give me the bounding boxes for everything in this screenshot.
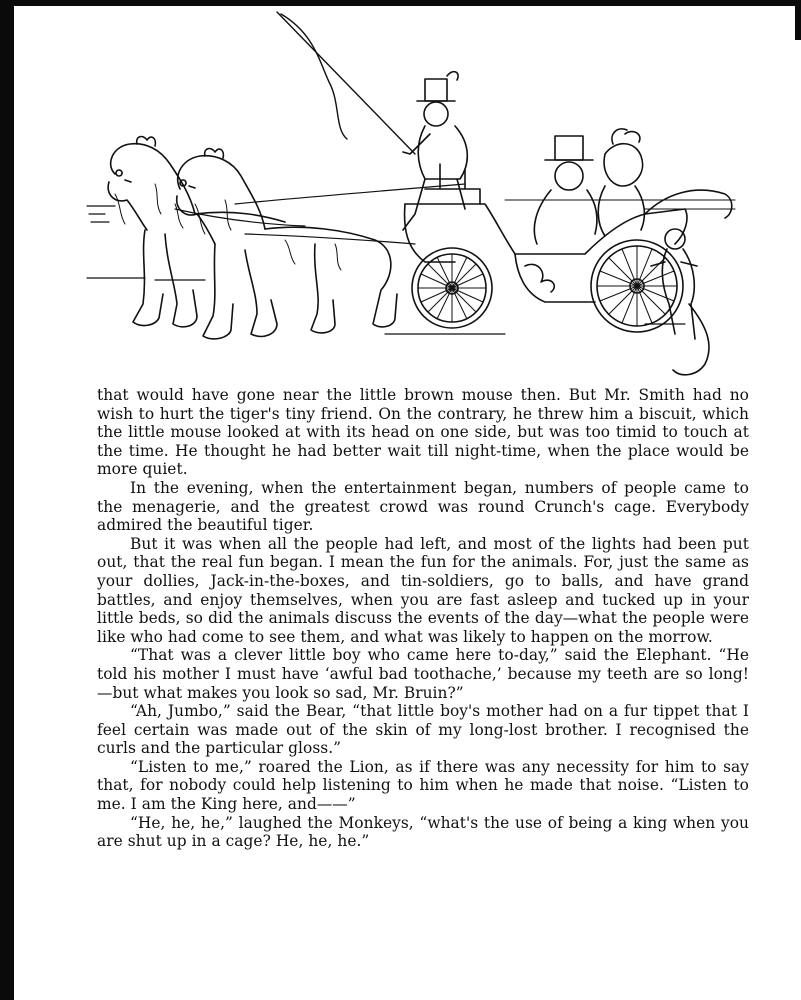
passenger-figures (534, 129, 644, 244)
paragraph: In the evening, when the entertainment began, numbers of people came to the menagerie, and the greatest crowd was round Crunch's cage. Everybody admired the beautiful tiger. (97, 478, 749, 535)
scan-edge-right (795, 0, 801, 40)
driver-figure (403, 72, 467, 230)
paragraph: “Ah, Jumbo,” said the Bear, “that little boy's mother had on a fur tippet that I feel certain was made out of the skin of my long-lost brother. I recognised the curls and the particular gloss.” (97, 702, 749, 758)
carriage-illustration (85, 4, 745, 386)
paragraph: “Listen to me,” roared the Lion, as if there was any necessity for him to say that, for nobody could help listening to him when he made that noise. “Listen to me. I am the King here, and——” (97, 757, 749, 814)
front-wheel (412, 248, 492, 328)
scan-edge-left (0, 0, 14, 1000)
paragraph: that would have gone near the little brown mouse then. But Mr. Smith had no wish to hurt the tiger's tiny friend. On the contrary, he threw him a biscuit, which the little mouse looked at with its head on one side, but was too timid to touch at the time. He thought he had better wait till night-time, when the place would be more quiet. (97, 386, 749, 479)
paragraph: “That was a clever little boy who came here to-day,” said the Elephant. “He told his mother I must have ‘awful bad toothache,’ because my teeth are so long!—but what makes you look so sad, Mr. Bruin?” (97, 646, 749, 702)
story-text (97, 386, 749, 851)
paragraph: “He, he, he,” laughed the Monkeys, “what's the use of being a king when you are shut up in a cage? He, he, he.” (97, 813, 749, 851)
dog-right (177, 149, 397, 339)
dog-left (108, 137, 285, 327)
whip (277, 12, 415, 154)
rear-wheel (591, 240, 683, 332)
paragraph: But it was when all the people had left, and most of the lights had been put out, that the real fun began. I mean the fun for the animals. For, just the same as your dollies, Jack-in-the-boxes, and tin-soldiers, go to balls, and have grand battles, and enjoy themselves, when you are fast asleep and tucked up in your little beds, so did the animals discuss the events of the day—what the people were like who had come to see them, and what was likely to happen on the morrow. (97, 534, 749, 646)
